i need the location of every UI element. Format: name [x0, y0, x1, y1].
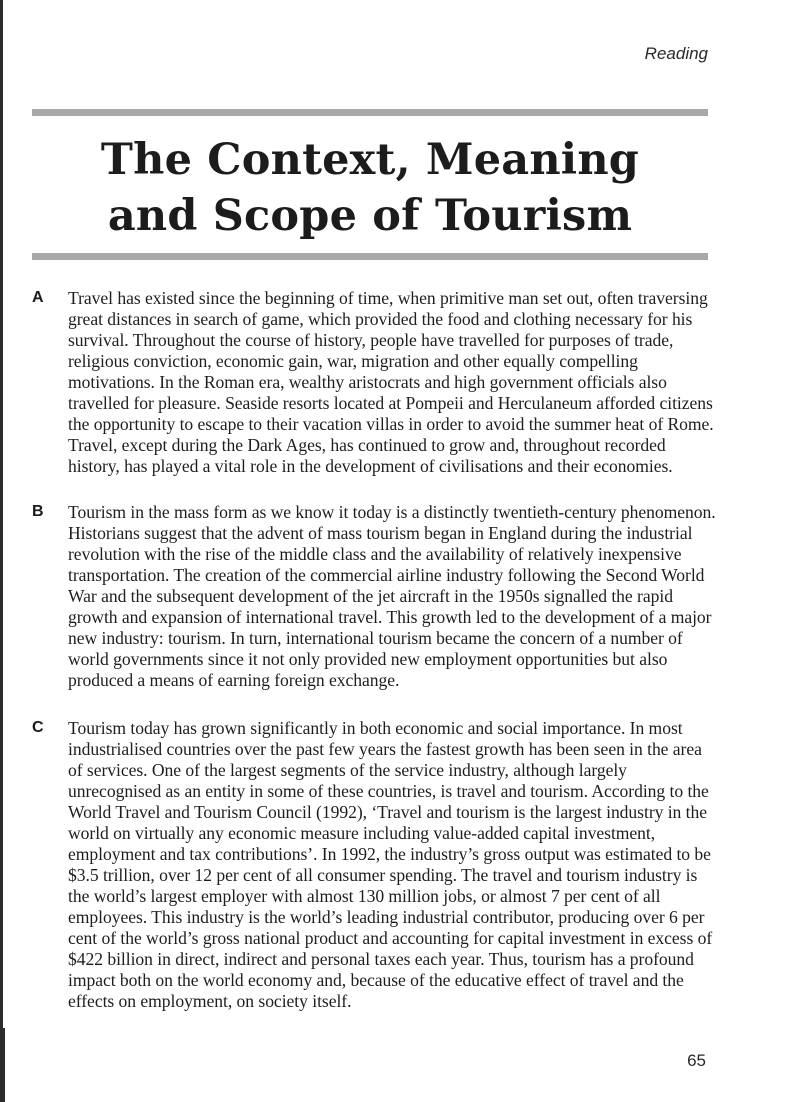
paragraph-a: [32, 288, 722, 477]
page-edge-shadow-lower: [3, 1028, 5, 1102]
page-number: 65: [687, 1051, 706, 1070]
title-rule-top: [32, 109, 708, 116]
paragraph-c: [32, 718, 722, 1012]
paragraph-text: Travel has existed since the beginning of time, when primitive man set out, often traversing great distances in search of game, which provided the food and clothing necessary for his survival. Throughout the course of history, people have travelled for purposes of trade, religious conviction, economic gain, war, migration and other equally compelling motivations. In the Roman era, wealthy aristocrats and high government officials also travelled for pleasure. Seaside resorts located at Pompeii and Herculaneum afforded citizens the opportunity to escape to their vacation villas in order to avoid the summer heat of Rome. Travel, except during the Dark Ages, has continued to grow and, throughout recorded history, has played a vital role in the development of civilisations and their economies.: [68, 288, 714, 476]
paragraph-b: [32, 502, 722, 691]
page-title: [32, 132, 708, 244]
paragraph-text: Tourism today has grown significantly in both economic and social importance. In most industrialised countries over the past few years the fastest growth has been seen in the area of services. One of the largest segments of the service industry, although largely unrecognised as an entity in some of these countries, is travel and tourism. According to the World Travel and Tourism Council (1992), ‘Travel and tourism is the largest industry in the world on virtually any economic measure including value-added capital investment, employment and tax contributions’. In 1992, the industry’s gross output was estimated to be $3.5 trillion, over 12 per cent of all consumer spending. The travel and tourism industry is the world’s largest employer with almost 130 million jobs, or almost 7 per cent of all employees. This industry is the world’s leading industrial contributor, producing over 6 per cent of the world’s gross national product and accounting for capital investment in excess of $422 billion in direct, indirect and personal taxes each year. Thus, tourism has a profound impact both on the world economy and, because of the educative effect of travel and the effects on employment, on society itself.: [68, 718, 713, 1011]
section-label: Reading: [644, 44, 708, 63]
paragraph-letter: C: [32, 719, 44, 736]
paragraph-letter: B: [32, 503, 44, 520]
paragraph-text: Tourism in the mass form as we know it today is a distinctly twentieth-century phenomenon. Historians suggest that the advent of mass tourism began in England during the industrial revolution with the rise of the middle class and the availability of relatively inexpensive transportation. The creation of the commercial airline industry following the Second World War and the subsequent development of the jet aircraft in the 1950s signalled the rapid growth and expansion of international travel. This growth led to the development of a major new industry: tourism. In turn, international tourism became the concern of a number of world governments since it not only provided new employment opportunities but also produced a means of earning foreign exchange.: [68, 502, 716, 690]
page-title-line-1: The Context, Meaning: [100, 135, 640, 185]
page-edge-shadow: [0, 0, 3, 1102]
title-rule-bottom: [32, 253, 708, 260]
page-title-line-2: and Scope of Tourism: [107, 191, 633, 241]
paragraph-letter: A: [32, 289, 44, 306]
